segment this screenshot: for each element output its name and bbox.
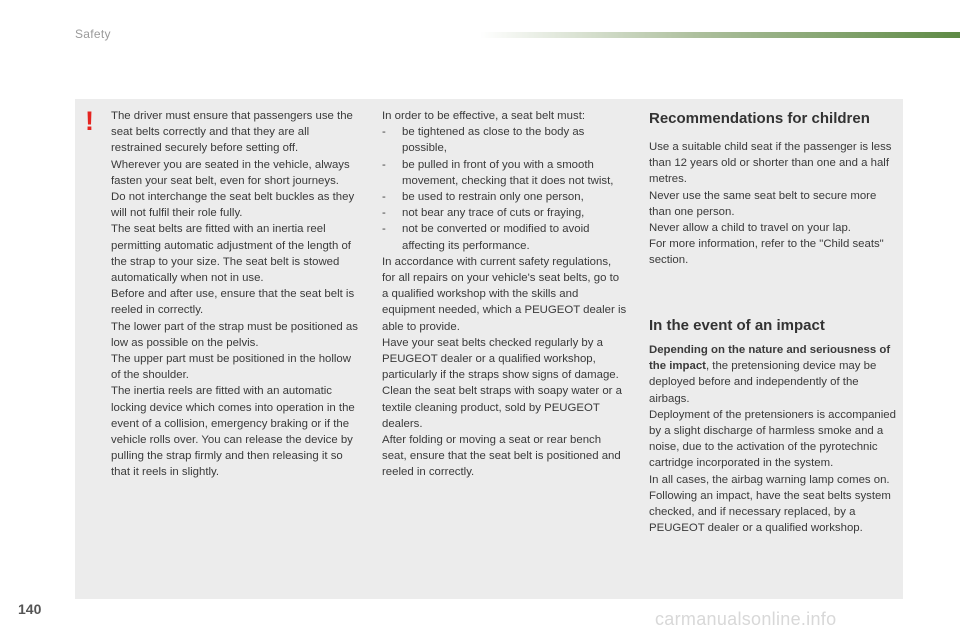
children-paragraph: Never allow a child to travel on your lap. [649,222,851,235]
list-item-text: be used to restrain only one person, [402,191,584,204]
impact-heading: In the event of an impact [649,317,825,334]
list-item-text: be pulled in front of you with a smooth movement, checking that it does not twist, [402,158,614,187]
warning-paragraph: The upper part must be positioned in the hollow of the shoulder. [111,353,351,382]
warning-paragraph: Wherever you are seated in the vehicle, always fasten your seat belt, even for short journeys. [111,158,350,187]
children-paragraph: Never use the same seat belt to secure more than one person. [649,189,877,218]
page-number: 140 [18,601,42,617]
list-item: - not be converted or modified to avoid affecting its performance. [382,223,590,252]
children-paragraph: Use a suitable child seat if the passenger is less than 12 years old or shorter than one and a half metres. [649,141,892,186]
children-heading: Recommendations for children [649,110,870,127]
watermark: carmanualsonline.info [655,609,837,629]
list-item-text: be tightened as close to the body as possible, [402,126,585,155]
warning-paragraph: The driver must ensure that passengers use the seat belts correctly and that they are all restrained securely before setting off. [111,110,353,155]
children-paragraph: For more information, refer to the "Child seats" section. [649,238,884,267]
header-gradient-bar [480,32,960,38]
warning-column [111,108,361,481]
impact-paragraph: Following an impact, have the seat belts system checked, and if necessary replaced, by a PEUGEOT dealer or a qualified workshop. [649,489,891,535]
list-item: - be pulled in front of you with a smooth movement, checking that it does not twist, [382,158,614,187]
impact-paragraph: In all cases, the airbag warning lamp comes on. [649,473,890,486]
list-item: - be tightened as close to the body as possible, [382,126,585,155]
warning-paragraph: Do not interchange the seat belt buckles as they will not fulfil their role fully. [111,191,355,220]
warning-paragraph: Before and after use, ensure that the seat belt is reeled in correctly. [111,288,355,317]
exclamation-icon: ! [85,106,94,136]
warning-paragraph: The inertia reels are fitted with an automatic locking device which comes into operation in the event of a collision, emergency braking or if the vehicle rolls over. You can release the device by pulling the strap firmly and then releasing it so that it reels in slightly. [111,385,355,479]
effective-intro: In order to be effective, a seat belt must: [382,110,586,122]
effective-paragraph: Clean the seat belt straps with soapy water or a textile cleaning product, sold by PEUGEOT dealers. [382,385,622,430]
list-item: - not bear any trace of cuts or fraying, [382,207,585,220]
effective-list [382,124,627,254]
effective-paragraph: Have your seat belts checked regularly by a PEUGEOT dealer or a qualified workshop, particularly if the straps show signs of damage. [382,336,619,382]
impact-body [649,342,899,536]
list-item-text: not be converted or modified to avoid affecting its performance. [402,223,590,252]
list-item: - be used to restrain only one person, [382,191,584,204]
impact-lead [649,342,899,407]
section-title: Safety [75,27,111,41]
impact-lead-rest: , the pretensioning device may be deployed before and independently of the airbags. [649,360,877,405]
impact-paragraph: Deployment of the pretensioners is accompanied by a slight discharge of harmless smoke and a noise, due to the activation of the pyrotechnic cartridge incorporated in the system. [649,408,896,470]
warning-paragraph: The seat belts are fitted with an inertia reel permitting automatic adjustment of the length of the strap to your size. The seat belt is stowed automatically when not in use. [111,223,351,285]
effective-column [382,108,627,481]
effective-paragraph: After folding or moving a seat or rear bench seat, ensure that the seat belt is positioned and reeled in correctly. [382,434,621,479]
impact-lead-bold: Depending on the nature and seriousness of the impact [649,344,891,373]
right-column [649,108,899,535]
warning-paragraph: The lower part of the strap must be positioned as low as possible on the pelvis. [111,320,358,349]
list-item-text: not bear any trace of cuts or fraying, [402,207,585,220]
effective-paragraph: In accordance with current safety regulations, for all repairs on your vehicle's seat belts, go to a qualified workshop with the skills and equipment needed, which a PEUGEOT dealer is able to provide. [382,255,627,333]
